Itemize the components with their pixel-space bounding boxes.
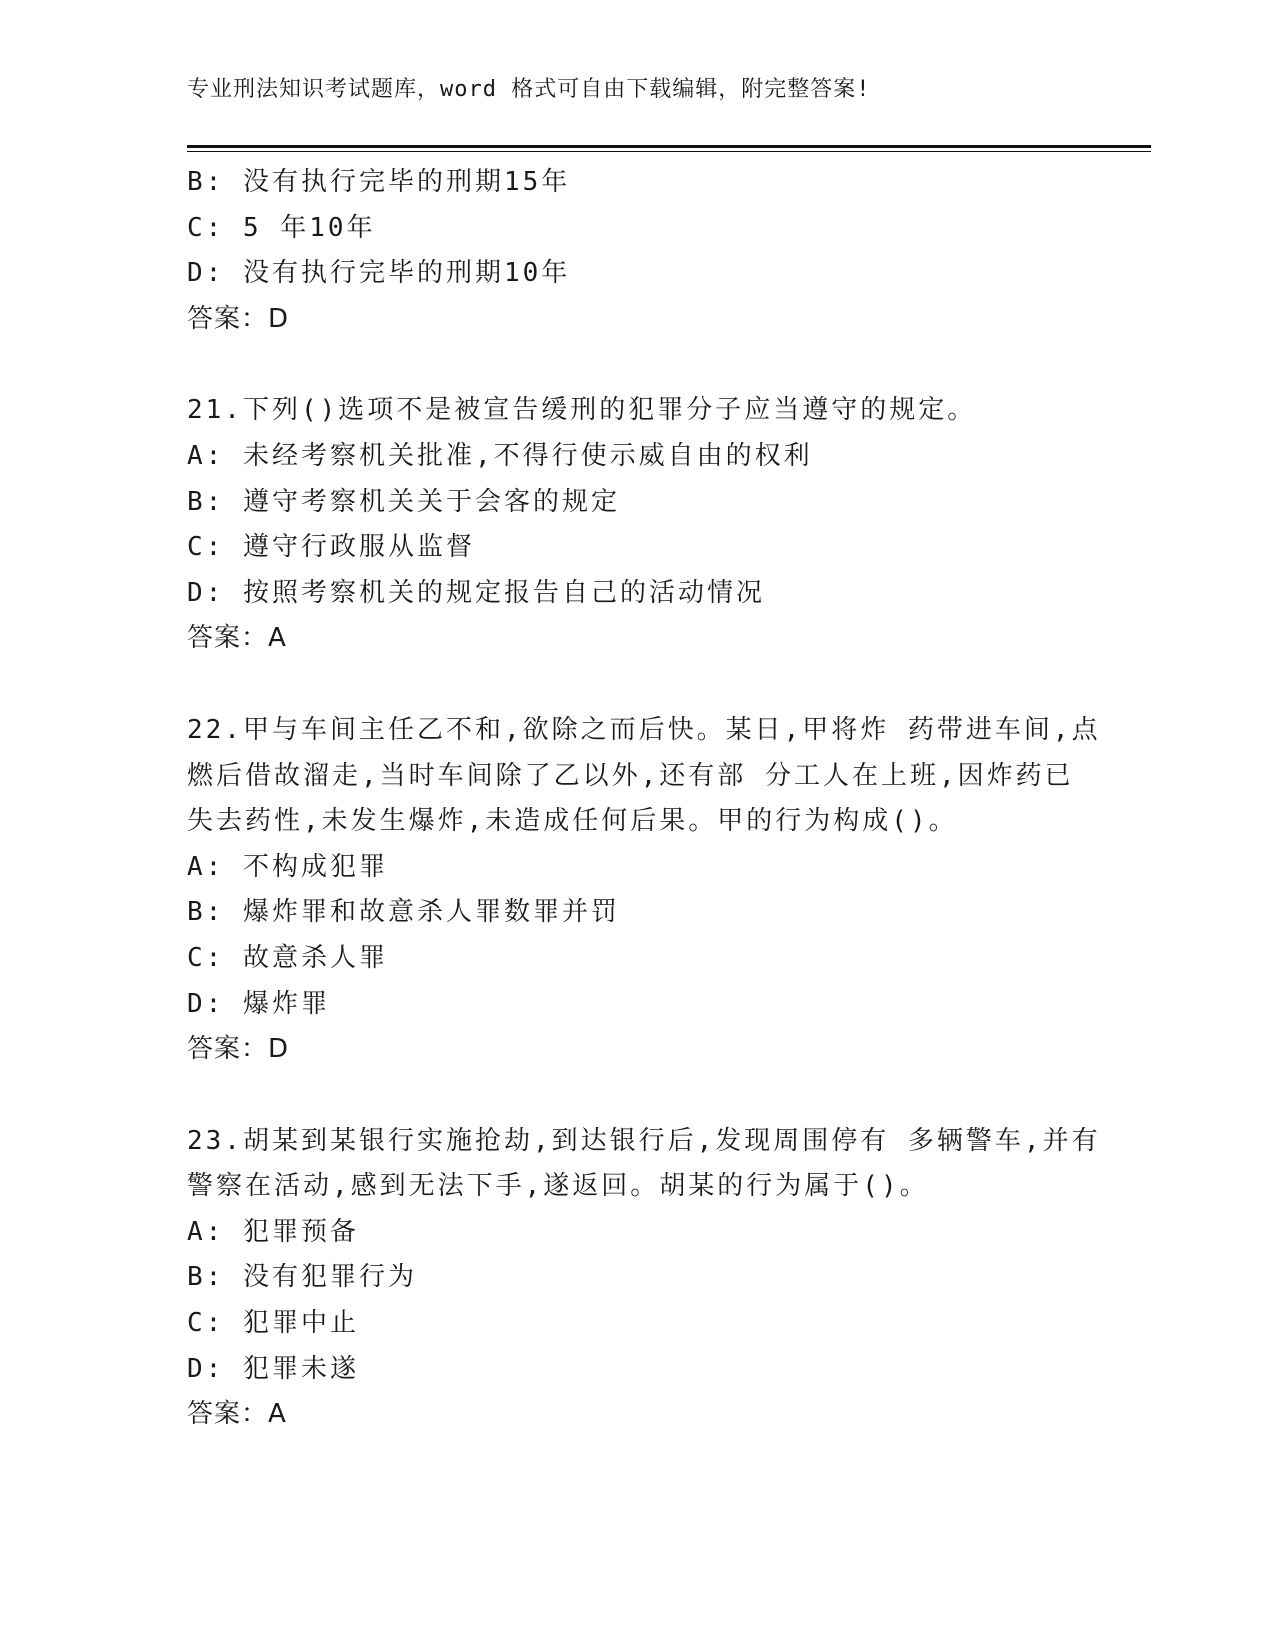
question-stem: 失去药性,未发生爆炸,未造成任何后果。甲的行为构成()。	[187, 806, 958, 837]
option-a: A: 不构成犯罪	[187, 851, 388, 882]
answer: 答案：A	[187, 1399, 287, 1430]
question-block-prev	[187, 160, 1087, 342]
question-stem: 21.下列()选项不是被宣告缓刑的犯罪分子应当遵守的规定。	[187, 395, 977, 426]
question-stem: 警察在活动,感到无法下手,遂返回。胡某的行为属于()。	[187, 1171, 929, 1202]
question-stem: 23.胡某到某银行实施抢劫,到达银行后,发现周围停有 多辆警车,并有	[187, 1125, 1101, 1156]
page-header: 专业刑法知识考试题库，word 格式可自由下载编辑，附完整答案!	[187, 77, 871, 102]
option-a: A: 犯罪预备	[187, 1216, 359, 1247]
option-b: B: 没有执行完毕的刑期15年	[187, 167, 571, 197]
header-rule-thin	[187, 151, 1151, 152]
question-list	[187, 160, 1101, 1438]
option-c: C: 犯罪中止	[187, 1308, 359, 1339]
option-d: D: 犯罪未遂	[187, 1353, 359, 1384]
question-stem: 22.甲与车间主任乙不和,欲除之而后快。某日,甲将炸 药带进车间,点	[187, 714, 1101, 745]
option-d: D: 爆炸罪	[187, 988, 330, 1019]
option-b: B: 没有犯罪行为	[187, 1262, 417, 1293]
option-c: C: 遵守行政服从监督	[187, 532, 475, 563]
answer: 答案：D	[187, 303, 290, 334]
question-stem: 燃后借故溜走,当时车间除了乙以外,还有部 分工人在上班,因炸药已	[187, 760, 1074, 791]
header-rule-thick	[187, 145, 1151, 148]
question-block-21	[187, 388, 1087, 662]
option-b: B: 遵守考察机关关于会客的规定	[187, 486, 620, 517]
answer: 答案：A	[187, 623, 287, 654]
answer: 答案：D	[187, 1034, 290, 1065]
option-b: B: 爆炸罪和故意杀人罪数罪并罚	[187, 897, 620, 928]
option-c: C: 5 年10年	[187, 212, 376, 243]
option-c: C: 故意杀人罪	[187, 942, 388, 973]
question-block-22	[187, 708, 1101, 1073]
option-d: D: 按照考察机关的规定报告自己的活动情况	[187, 577, 765, 608]
question-block-23	[187, 1119, 1101, 1438]
option-a: A: 未经考察机关批准,不得行使示威自由的权利	[187, 440, 813, 471]
option-d: D: 没有执行完毕的刑期10年	[187, 258, 571, 289]
